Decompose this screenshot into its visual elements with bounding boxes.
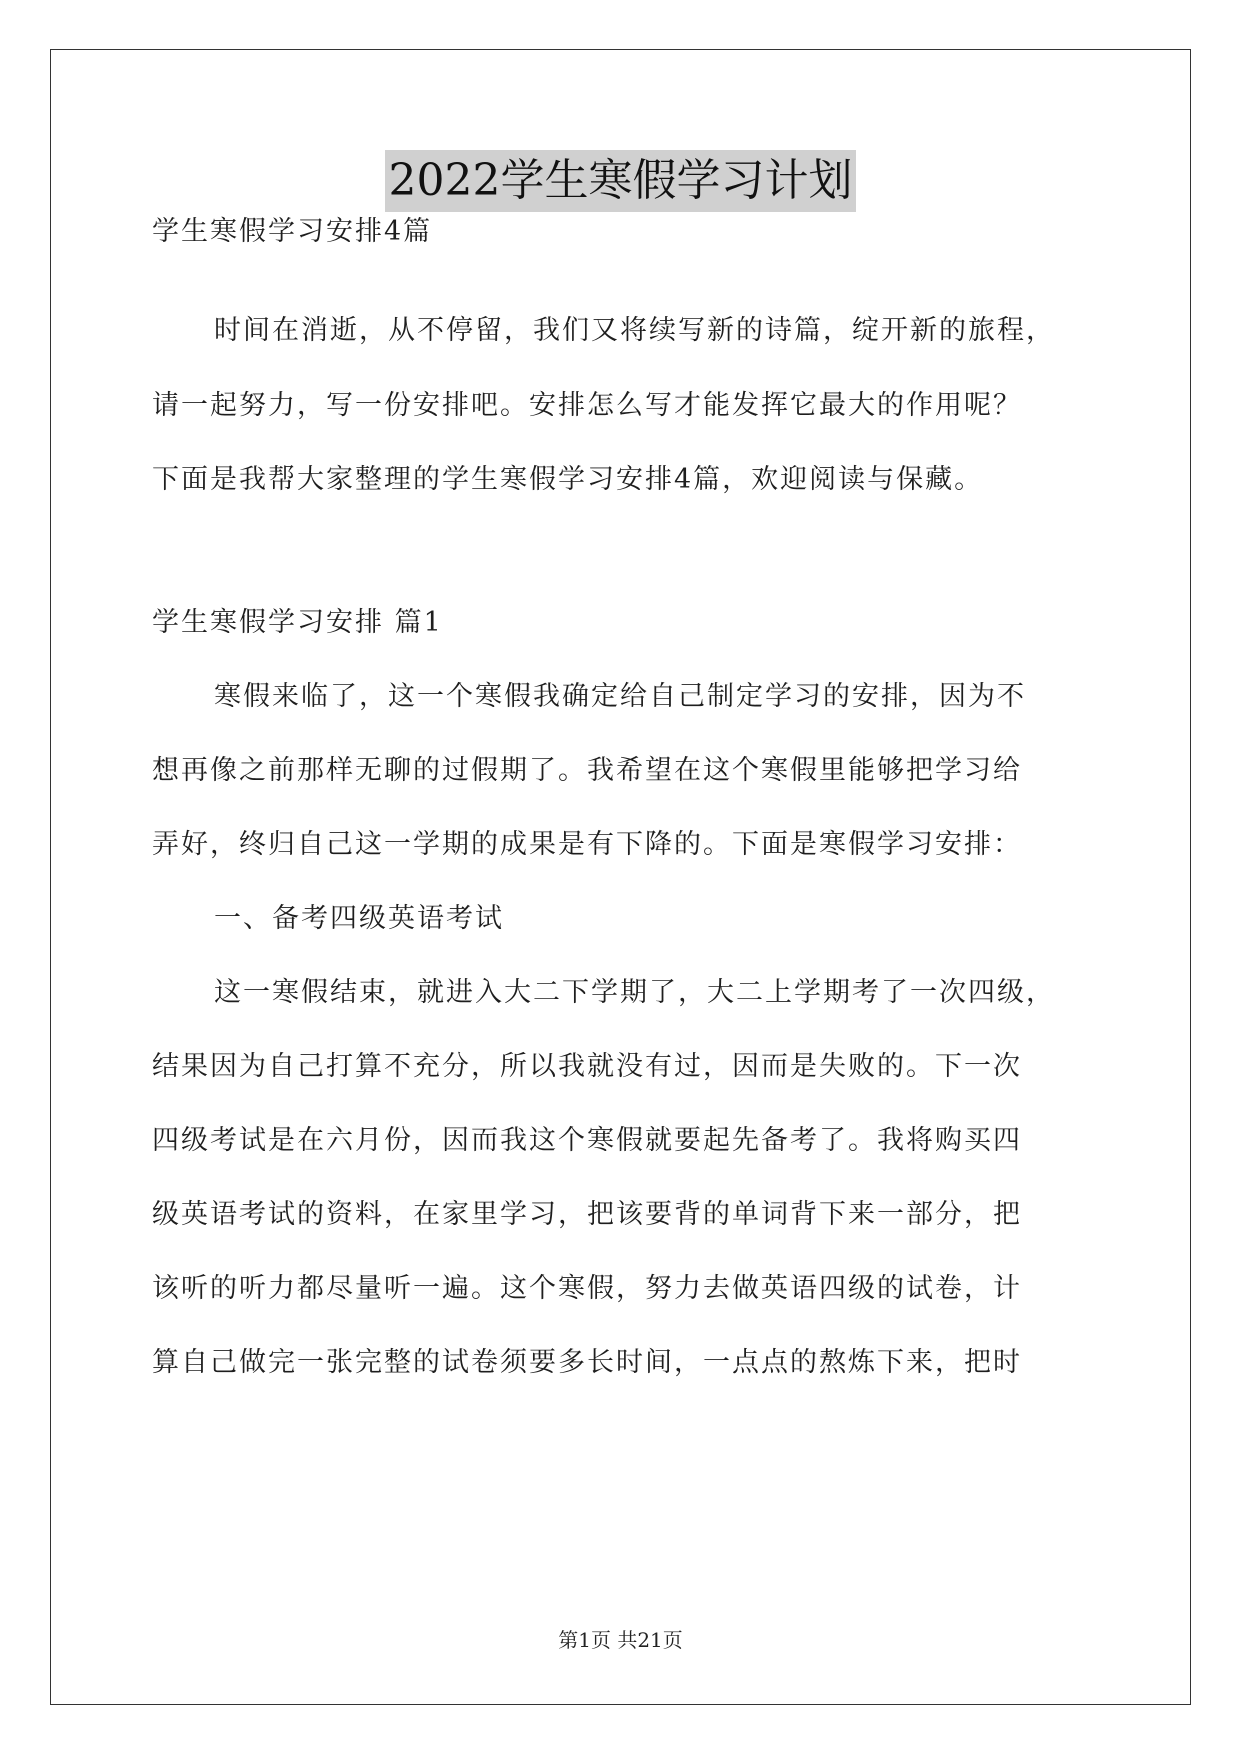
intro-line: 请一起努力，写一份安排吧。安排怎么写才能发挥它最大的作用呢？ — [152, 390, 1022, 421]
paragraph-line: 弄好，终归自己这一学期的成果是有下降的。下面是寒假学习安排： — [152, 829, 1022, 860]
intro-line: 时间在消逝，从不停留，我们又将续写新的诗篇，绽开新的旅程， — [214, 315, 1055, 346]
page-border — [50, 49, 1191, 1705]
paragraph-line: 这一寒假结束，就进入大二下学期了，大二上学期考了一次四级， — [214, 977, 1055, 1008]
intro-line: 下面是我帮大家整理的学生寒假学习安排4篇，欢迎阅读与保藏。 — [152, 464, 984, 495]
title-container — [0, 150, 1241, 212]
paragraph-line: 该听的听力都尽量听一遍。这个寒假，努力去做英语四级的试卷，计 — [152, 1273, 1022, 1304]
document-title: 2022学生寒假学习计划 — [385, 150, 857, 212]
paragraph-line: 想再像之前那样无聊的过假期了。我希望在这个寒假里能够把学习给 — [152, 755, 1022, 786]
paragraph-line: 四级考试是在六月份，因而我这个寒假就要起先备考了。我将购买四 — [152, 1125, 1022, 1156]
paragraph-line: 结果因为自己打算不充分，所以我就没有过，因而是失败的。下一次 — [152, 1051, 1022, 1082]
section-heading: 学生寒假学习安排 篇1 — [152, 607, 443, 638]
paragraph-line: 算自己做完一张完整的试卷须要多长时间，一点点的熬炼下来，把时 — [152, 1347, 1022, 1378]
item-heading: 一、备考四级英语考试 — [214, 903, 504, 934]
paragraph-line: 级英语考试的资料，在家里学习，把该要背的单词背下来一部分，把 — [152, 1199, 1022, 1230]
paragraph-line: 寒假来临了，这一个寒假我确定给自己制定学习的安排，因为不 — [214, 681, 1026, 712]
subtitle: 学生寒假学习安排4篇 — [152, 216, 433, 247]
page-number-footer: 第1页 共21页 — [558, 1628, 683, 1652]
